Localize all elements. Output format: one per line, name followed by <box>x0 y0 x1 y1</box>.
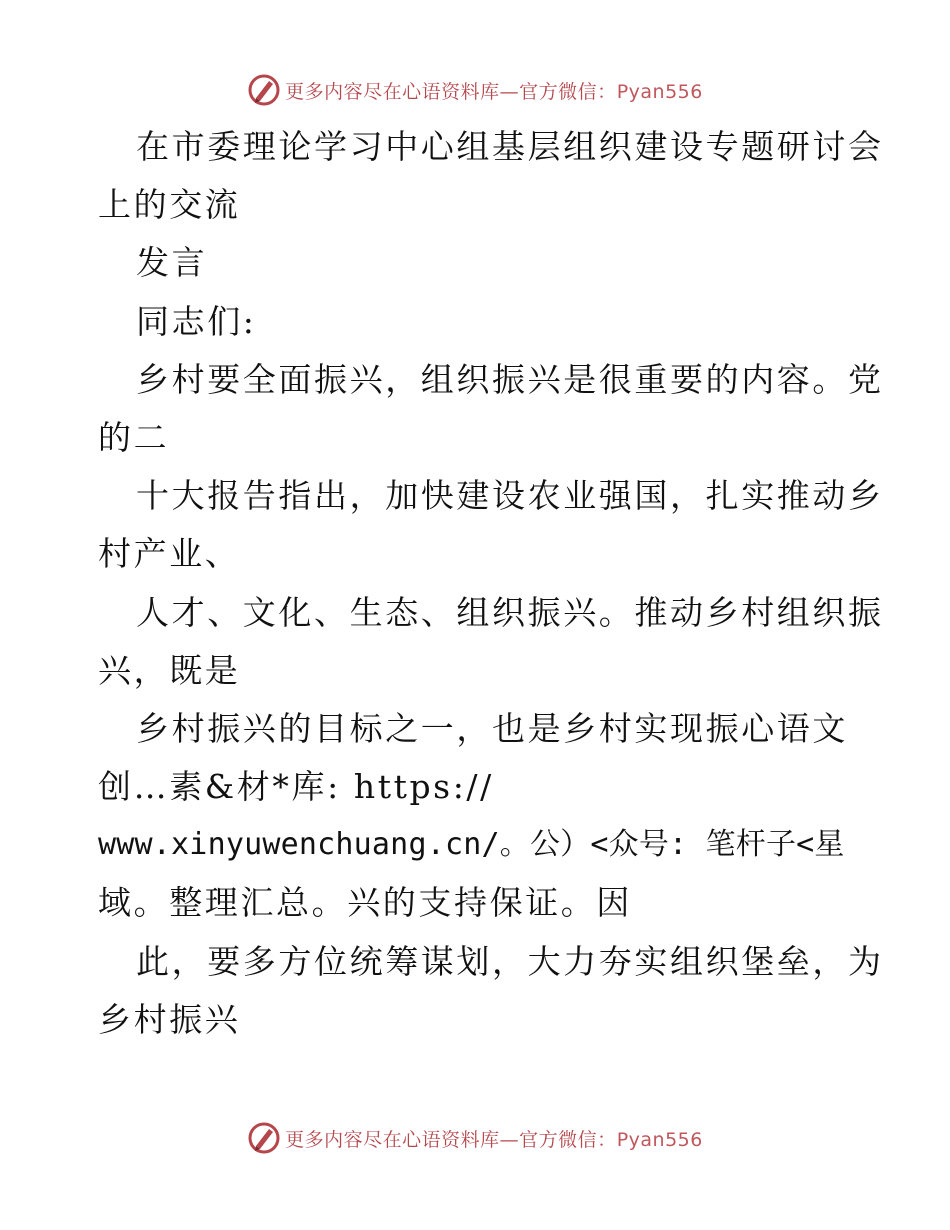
header-banner <box>0 70 950 110</box>
banner-wechat-id: Pyan556 <box>616 1128 703 1151</box>
banner-title: 更多内容尽在心语资料库 <box>285 80 500 103</box>
pen-logo-icon <box>247 73 281 107</box>
text-line: 乡村振兴的目标之一，也是乡村实现振心语文 <box>136 708 848 748</box>
text-line: 此，要多方位统筹谋划，大力夯实组织堡垒，为 <box>136 941 884 981</box>
text-line: 域。整理汇总。兴的支持保证。因 <box>98 883 632 923</box>
text-line: 在市委理论学习中心组基层组织建设专题研讨会 <box>136 127 884 166</box>
document-body <box>98 118 884 1049</box>
text-line: 上的交流 <box>98 185 241 225</box>
banner-wechat-id: Pyan556 <box>616 80 703 103</box>
banner-dash: — <box>499 80 520 103</box>
footer-banner <box>0 1118 950 1158</box>
text-line: 乡村振兴 <box>98 999 241 1039</box>
text-line: 同志们: <box>136 301 257 341</box>
pen-logo-icon <box>247 1121 281 1155</box>
text-line: 兴，既是 <box>98 650 241 690</box>
banner-wechat-label: 官方微信： <box>519 80 617 103</box>
text-line: www.xinyuwenchuang.cn/。公）<众号: 笔杆子<星 <box>98 827 845 863</box>
text-line: 人才、文化、生态、组织振兴。推动乡村组织振 <box>136 592 884 632</box>
banner-wechat-label: 官方微信： <box>519 1128 617 1151</box>
text-line: 村产业、 <box>98 534 241 574</box>
banner-dash: — <box>499 1128 520 1151</box>
text-line: 创…素&材*库: https:// <box>98 767 494 807</box>
text-line: 的二 <box>98 417 170 457</box>
banner-title: 更多内容尽在心语资料库 <box>285 1128 500 1151</box>
text-line: 发言 <box>136 243 208 283</box>
text-line: 乡村要全面振兴，组织振兴是很重要的内容。党 <box>136 359 884 399</box>
text-line: 十大报告指出，加快建设农业强国，扎实推动乡 <box>136 476 884 516</box>
